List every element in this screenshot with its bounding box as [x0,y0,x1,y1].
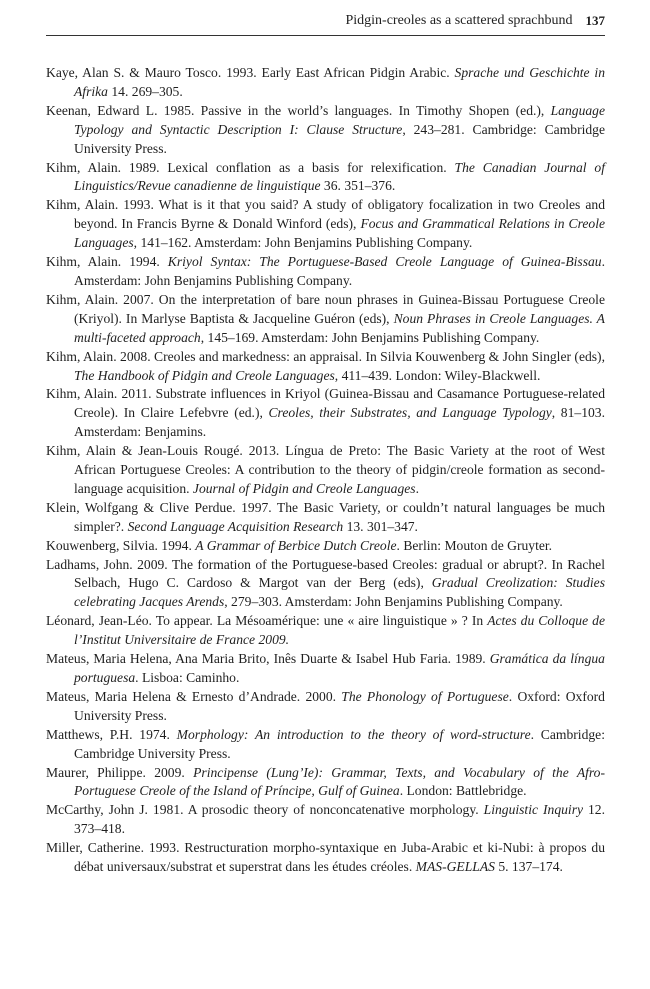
reference-text: 13. 301–347. [343,518,418,534]
reference-text: Kihm, Alain. 1993. What is it that you said? A study of obligatory focalization in two Creoles and beyond. In Francis Byrne & Donald Winford (eds), [46,197,605,232]
reference-text: . Berlin: Mouton de Gruyter. [396,537,553,553]
reference-italic-text: Sprache und Geschichte in Afrika [74,65,606,99]
reference-entry [46,801,605,839]
reference-entry [46,442,605,499]
reference-italic-text: Principense (Lung’Ie): Grammar, Texts, and Vocabulary of the Afro-Portuguese Creole of the Island of Príncipe, Gulf of Guinea [74,764,606,799]
reference-italic-text: The Canadian Journal of Linguistics/Revue canadienne de linguistique [74,159,606,194]
reference-italic-text: Noun Phrases in Creole Languages. A multi-faceted approach [74,310,605,345]
reference-italic-text: Linguistic Inquiry [483,802,584,818]
reference-text: . Cambridge: Cambridge University Press. [74,726,605,761]
reference-entry [46,499,605,537]
reference-italic-text: Actes du Colloque de l’Institut Universitaire de France 2009. [74,613,605,648]
reference-text: Kihm, Alain & Jean-Louis Rougé. 2013. Língua de Preto: The Basic Variety at the root of West African Portuguese Creoles: A contribution to the theory of pidgin/creole formation as second-language acquisition. [46,443,605,496]
reference-italic-text: MAS-GELLAS [415,859,495,875]
reference-text: . [415,480,419,496]
reference-text: Keenan, Edward L. 1985. Passive in the world’s languages. In Timothy Shopen (ed.), [46,102,551,118]
reference-entry [46,385,605,442]
reference-text: , 411–439. London: Wiley-Blackwell. [334,367,541,383]
reference-entry [46,764,605,802]
reference-italic-text: Language Typology and Syntactic Description I: Clause Structure [74,102,605,137]
reference-italic-text: Gradual Creolization: Studies celebrating Jacques Arends [74,575,605,610]
reference-italic-text: Gramática da língua portuguesa [74,651,605,685]
reference-list [46,64,605,877]
reference-text: Kaye, Alan S. & Mauro Tosco. 1993. Early East African Pidgin Arabic. [46,65,455,80]
reference-italic-text: A Grammar of Berbice Dutch Creole [195,537,397,553]
reference-italic-text: Second Language Acquisition Research [127,518,344,534]
reference-text: Kihm, Alain. 1994. [46,254,168,270]
reference-entry [46,64,605,102]
reference-entry [46,196,605,253]
reference-text: 14. 269–305. [107,83,183,99]
reference-entry [46,612,605,650]
reference-text: Miller, Catherine. 1993. Restructuration morpho-syntaxique en Juba-Arabic et ki-Nubi: à propos du débat universaux/substrat et superstrat dans les études créoles. [46,840,605,875]
reference-text: Kihm, Alain. 2008. Creoles and markedness: an appraisal. In Silvia Kouwenberg & John Singler (eds), [46,348,605,364]
reference-entry [46,348,605,386]
reference-text: Klein, Wolfgang & Clive Perdue. 1997. The Basic Variety, or couldn’t natural languages be much simpler?. [46,499,605,534]
reference-italic-text: Focus and Grammatical Relations in Creole Languages [74,216,606,251]
reference-entry [46,537,605,556]
reference-text: 5. 137–174. [494,859,563,875]
reference-text: , 243–281. Cambridge: Cambridge University Press. [74,121,605,156]
reference-text: Kouwenberg, Silvia. 1994. [46,537,196,553]
reference-entry [46,556,605,613]
reference-entry [46,159,605,197]
reference-text: McCarthy, John J. 1981. A prosodic theory of nonconcatenative morphology. [46,802,484,818]
reference-entry [46,726,605,764]
reference-text: Léonard, Jean-Léo. To appear. La Mésoamérique: une « aire linguistique » ? In [46,613,488,629]
reference-text: Kihm, Alain. 2011. Substrate influences in Kriyol (Guinea-Bissau and Casamance Portuguese-related Creole). In Claire Lefebvre (ed.), [46,386,605,421]
reference-text: , 141–162. Amsterdam: John Benjamins Publishing Company. [133,235,473,251]
reference-text: 36. 351–376. [320,178,396,194]
reference-text: . Oxford: Oxford University Press. [74,688,605,723]
reference-text: Mateus, Maria Helena, Ana Maria Brito, Inês Duarte & Isabel Hub Faria. 1989. [46,651,490,667]
reference-text: Ladhams, John. 2009. The formation of the Portuguese-based Creoles: gradual or abrupt?. In Rachel Selbach, Hugo C. Cardoso & Margot van der Berg (eds), [46,556,605,591]
reference-text: , 145–169. Amsterdam: John Benjamins Publishing Company. [200,329,540,345]
reference-italic-text: Journal of Pidgin and Creole Languages [192,480,416,496]
reference-text: , 81–103. Amsterdam: Benjamins. [74,405,605,440]
reference-text: Matthews, P.H. 1974. [46,726,177,742]
reference-entry [46,291,605,348]
reference-italic-text: Creoles, their Substrates, and Language Typology [268,405,552,421]
reference-entry [46,650,605,688]
page-number: 137 [585,12,605,28]
reference-italic-text: The Phonology of Portuguese [341,688,509,704]
reference-italic-text: Morphology: An introduction to the theory of word-structure [176,726,531,742]
running-header [46,6,605,36]
reference-entry [46,253,605,291]
reference-text: . Lisboa: Caminho. [135,670,240,685]
running-title: Pidgin-creoles as a scattered sprachbund [345,12,573,28]
reference-text: Maurer, Philippe. 2009. [46,764,194,780]
reference-entry [46,102,605,159]
reference-text: 12. 373–418. [74,802,606,837]
reference-text: Mateus, Maria Helena & Ernesto d’Andrade. 2000. [46,688,342,704]
reference-text: , 279–303. Amsterdam: John Benjamins Publishing Company. [224,594,563,610]
reference-text: Kihm, Alain. 2007. On the interpretation of bare noun phrases in Guinea-Bissau Portuguese Creole (Kriyol). In Marlyse Baptista & Jacqueline Guéron (eds), [46,291,605,326]
reference-italic-text: Kriyol Syntax: The Portuguese-Based Creole Language of Guinea-Bissau [167,254,602,270]
reference-entry [46,688,605,726]
reference-text: . London: Battlebridge. [399,783,527,799]
reference-italic-text: The Handbook of Pidgin and Creole Languages [74,367,335,383]
reference-text: . Amsterdam: John Benjamins Publishing Company. [74,254,605,288]
reference-text: Kihm, Alain. 1989. Lexical conflation as a basis for relexification. [46,159,455,175]
reference-entry [46,839,605,877]
